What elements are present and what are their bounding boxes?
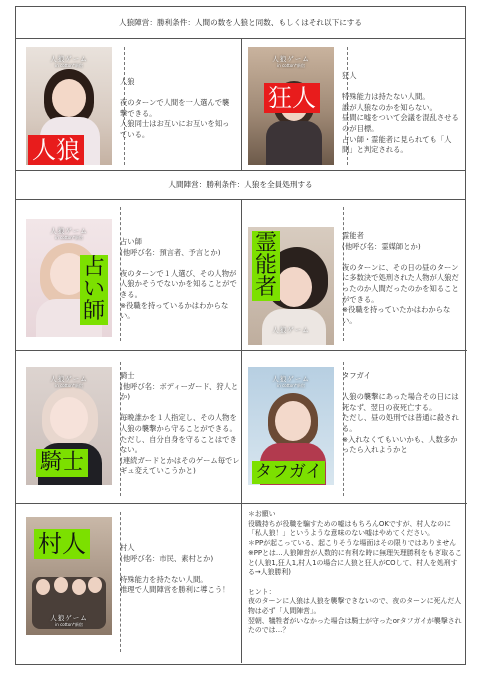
medium-label-char: 能 (255, 253, 278, 278)
photo-subcaption: in cotton*新宿 (55, 622, 83, 627)
werewolf-card-photo (26, 47, 112, 165)
tough-card-photo (248, 367, 334, 485)
photo-caption: 人狼ゲーム (50, 227, 88, 235)
medium-label-char: 者 (255, 275, 278, 300)
photo-subcaption: in cotton*新宿 (277, 383, 305, 388)
photo-subcaption: in cotton*新宿 (55, 235, 83, 240)
divider (241, 39, 242, 170)
human-team-header: 人間陣営：勝利条件：人狼を全員処刑する (16, 170, 465, 200)
villager-description: 村人 (他呼び名：市民、素村とか) 特殊能力を持たない人間。 推理で人間陣営を勝利に導こう！ (120, 543, 230, 595)
seer-description: 占い師 (他呼び名：預言者、予言とか) 夜のターンで１人選び、その人物が人狼かそうでないかを知ることができる。 ※役職を持っているかはわからない。 (120, 237, 237, 321)
row-divider (16, 350, 467, 351)
knight-label: 騎士 (36, 449, 88, 477)
madman-label: 狂人 (264, 83, 320, 113)
role-sheet (15, 6, 466, 665)
tough-label: タフガイ (252, 461, 325, 484)
photo-caption: 人狼ゲーム (272, 326, 310, 334)
seer-card-photo (26, 219, 112, 337)
divider (241, 200, 242, 663)
medium-label (252, 231, 280, 301)
photo-caption: 人狼ゲーム (50, 55, 88, 63)
knight-description: 騎士 (他呼び名：ボディーガード、狩人とか) 毎晩誰かを１人指定し、その人物を人狼の襲撃から守ることができる。 ただし、自分自身を守ることはできない。 (連続ガードとかはそのゲーム毎でレギュ変えていこうかと) (120, 371, 240, 476)
madman-card-photo (248, 47, 334, 165)
werewolf-team-header: 人狼陣営：勝利条件：人間の数を人狼と同数、もしくはそれ以下にする (16, 7, 465, 39)
knight-card-photo (26, 367, 112, 485)
photo-subcaption: in cotton*新宿 (55, 383, 83, 388)
row-divider (16, 503, 467, 504)
seer-label-char: 師 (83, 299, 106, 324)
photo-caption: 人狼ゲーム (50, 614, 88, 622)
werewolf-description: 人狼 夜のターンで人間を一人選んで襲撃できる。 人狼同士はお互いにお互いを知っている。 (120, 77, 230, 139)
medium-description: 霊能者 (他呼び名：霊媒師とか) 夜のターンに、その日の昼のターンに多数決で処刑された人物が人狼だったのか人間だったのかを知ることができる。 ※役職を持っていたかはわからない。 (342, 231, 459, 325)
tough-description: タフガイ 人狼の襲撃にあった場合その日には死なず、翌日の夜死亡する。 ただし、昼の処刑では普通に殺される。 ※入れなくてもいいかも、人数多かったら入れようかと (342, 371, 459, 455)
photo-caption: 人狼ゲーム (272, 375, 310, 383)
madman-description: 狂人 特殊能力は持たない人間。 誰が人狼なのかを知らない。 昼間に嘘をついて会議を混乱させるのが目標。 占い師・霊能者に見られても「人間」と判定される。 (342, 71, 459, 155)
seer-label-char: い (83, 277, 106, 302)
photo-caption: 人狼ゲーム (272, 55, 310, 63)
photo-subcaption: in cotton*新宿 (55, 63, 83, 68)
medium-card-photo (248, 227, 334, 345)
seer-label (80, 255, 108, 325)
villager-card-photo (26, 517, 112, 635)
photo-subcaption: in cotton*新宿 (277, 63, 305, 68)
werewolf-label: 人狼 (28, 135, 84, 165)
medium-label-char: 霊 (255, 231, 278, 256)
rules-notes: ＊お願い 役職持ちが役職を騙すための嘘はもちろんOKですが、村人なのに「私人狼！」というような意味のない嘘はやめてください。 ＊PPが起こっている、起こりそうな場面はその限りではありません ※PPとは…人狼陣営が人数的に有利な時に無理矢理勝利をもぎ取ること(人狼1,狂人1,村人1の場合に人狼と狂人がCOして、村人を処刑する→人狼勝利) ヒント： 夜のターンに人狼は人狼を襲撃できないので、夜のターンに死んだ人物は必ず「人間陣営」。 翌朝、犠牲者がいなかった場合は騎士が守ったorタフガイが襲撃されたのでは…？ (248, 510, 462, 635)
villager-label: 村人 (34, 529, 90, 559)
seer-label-char: 占 (83, 255, 106, 280)
photo-caption: 人狼ゲーム (50, 375, 88, 383)
